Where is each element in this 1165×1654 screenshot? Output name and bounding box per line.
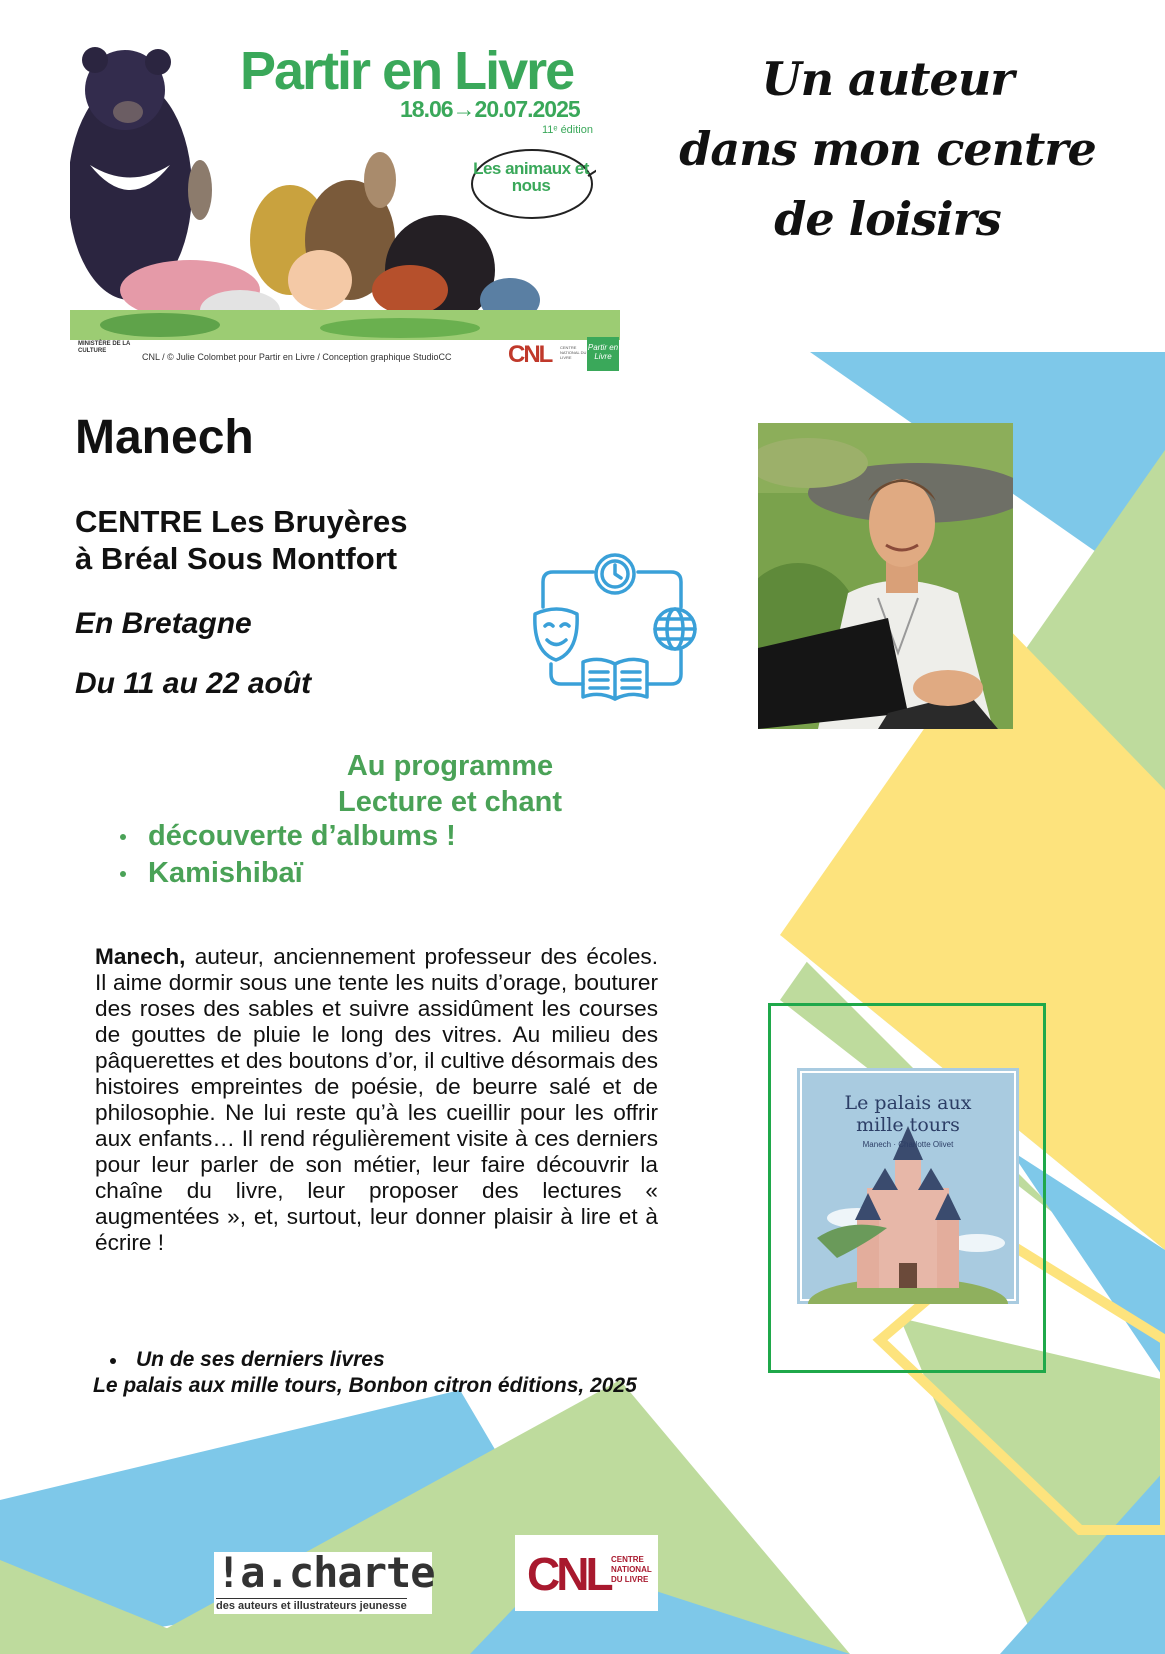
partir-en-livre-small-logo: Partir en Livre bbox=[587, 337, 619, 371]
la-charte-logo-text: !a.charte bbox=[216, 1548, 435, 1597]
banner-credits: CNL / © Julie Colombet pour Partir en Livre / Conception graphique StudioCC bbox=[142, 352, 452, 362]
author-photo bbox=[758, 423, 1013, 729]
bio-author-name: Manech, bbox=[95, 944, 186, 969]
activity-cycle-icon bbox=[533, 552, 698, 704]
author-bio bbox=[95, 944, 658, 1256]
program-item bbox=[116, 855, 456, 892]
partir-en-livre-banner bbox=[70, 40, 620, 340]
centre-name bbox=[75, 503, 408, 577]
event-dates: Du 11 au 22 août bbox=[75, 667, 312, 700]
headline bbox=[650, 44, 1125, 254]
book-cover-title bbox=[797, 1092, 1019, 1136]
cnl-logo-mark: CNL bbox=[527, 1548, 610, 1600]
la-charte-logo bbox=[214, 1548, 435, 1614]
program-item-label: Kamishibaï bbox=[148, 857, 303, 889]
bullet-icon bbox=[120, 834, 126, 840]
banner-dates: 18.06→20.07.2025 bbox=[400, 96, 580, 122]
program-item-label: découverte d’albums ! bbox=[148, 820, 456, 852]
banner-title: Partir en Livre bbox=[240, 41, 574, 101]
bullet-icon bbox=[110, 1358, 116, 1364]
latest-book-label bbox=[110, 1348, 385, 1372]
cnl-logo bbox=[515, 1535, 658, 1611]
program-title-line-1: Au programme bbox=[346, 750, 554, 782]
program-title-line-2: Lecture et chant bbox=[338, 786, 562, 818]
latest-book-title: Le palais aux mille tours, Bonbon citron éditions, 2025 bbox=[93, 1374, 637, 1397]
banner-theme-text: Les animaux et nous bbox=[473, 159, 589, 195]
ministry-logo-text: MINISTÈRE DE LA CULTURE bbox=[78, 341, 131, 354]
book-cover-title-line-2: mille tours bbox=[856, 1114, 960, 1136]
headline-line-1: Un auteur bbox=[761, 52, 1014, 106]
program-title bbox=[270, 748, 630, 820]
headline-line-3: de loisirs bbox=[774, 192, 1001, 246]
banner-credits-bar bbox=[70, 337, 620, 377]
cnl-logo-sub: CENTRE NATIONAL DU LIVRE bbox=[611, 1555, 652, 1584]
banner-theme-bubble bbox=[466, 140, 596, 230]
cnl-small-logo-sub: CENTRE NATIONAL DU LIVRE bbox=[560, 345, 587, 360]
cnl-small-logo: CNL bbox=[508, 341, 552, 368]
program-list bbox=[116, 818, 456, 892]
book-cover-title-line-1: Le palais aux bbox=[844, 1092, 972, 1114]
program-item bbox=[116, 818, 456, 855]
banner-edition: 11ᵉ édition bbox=[542, 124, 593, 136]
book-cover-authors: Manech · Charlotte Olivet bbox=[862, 1140, 954, 1149]
region: En Bretagne bbox=[75, 607, 252, 640]
author-name: Manech bbox=[75, 411, 254, 464]
latest-book-label-text: Un de ses derniers livres bbox=[136, 1348, 385, 1371]
centre-name-line-2: à Bréal Sous Montfort bbox=[75, 541, 398, 576]
centre-name-line-1: CENTRE Les Bruyères bbox=[75, 504, 408, 539]
bullet-icon bbox=[120, 871, 126, 877]
la-charte-logo-sub: des auteurs et illustrateurs jeunesse bbox=[216, 1600, 407, 1612]
headline-line-2: dans mon centre bbox=[679, 122, 1096, 176]
bio-text: auteur, anciennement professeur des écoles. Il aime dormir sous une tente les nuits d’orage, bouturer des roses des sables et suivre assidûment les courses de gouttes de pluie le long des vitres. Au milieu des pâquerettes et des boutons d’or, il cultive désormais des histoires empreintes de poésie, de beurre salé et de philosophie. Ne lui reste qu’à les cueillir pour les offrir aux enfants… Il rend régulièrement visite à ces derniers pour leur parler de son métier, leur faire découvrir la chaîne du livre, leur proposer des lectures « augmentées », et, surtout, leur donner plaisir à lire et à écrire ! bbox=[95, 944, 658, 1255]
book-cover bbox=[797, 1068, 1019, 1304]
